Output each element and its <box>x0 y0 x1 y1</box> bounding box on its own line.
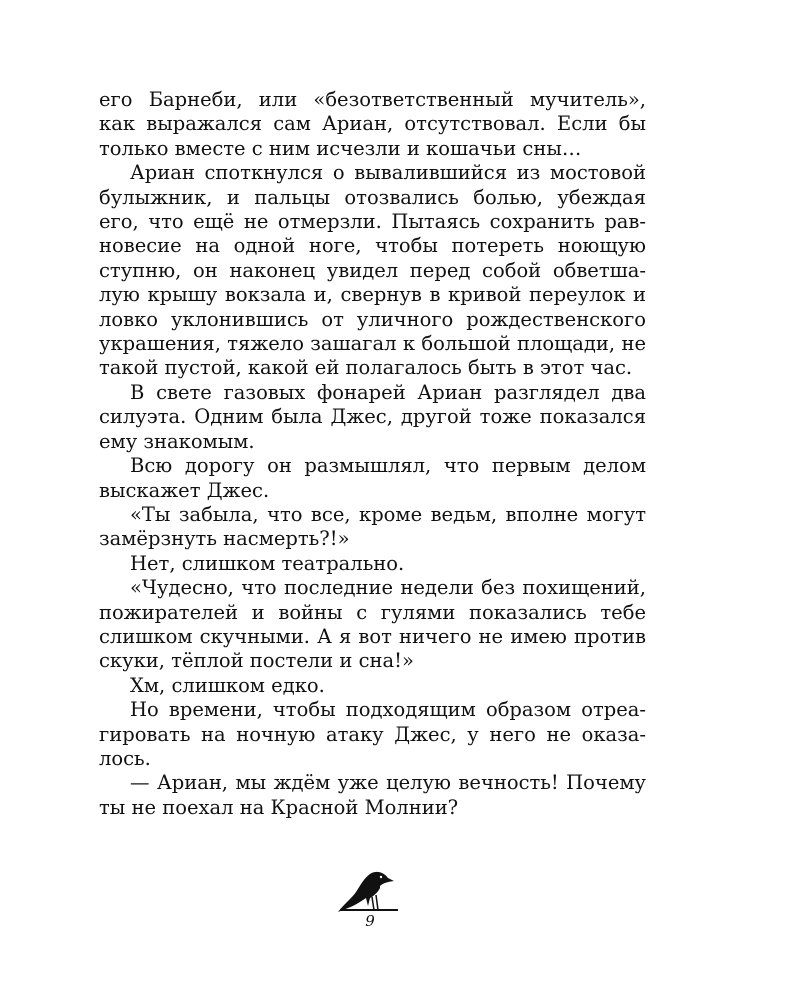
page-number: 9 <box>365 912 375 930</box>
book-page-text <box>99 88 646 820</box>
raven-on-branch-icon <box>334 866 402 916</box>
paragraph-4: Всю дорогу он размышлял, что первым делом выскажет Джес. <box>99 454 646 502</box>
paragraph-3: В свете газовых фонарей Ариан разглядел два силуэта. Одним была Джес, другой тоже показался ему знакомым. <box>99 380 646 453</box>
paragraph-2: Ариан споткнулся о вывалившийся из мостовой булыжник, и пальцы отозвались болью, убеждая его, что ещё не отмерзли. Пытаясь сохранить равновесие на одной ноге, чтобы потереть ноющую ступню, он наконец увидел перед собой обветшалую крышу вокзала и, свернув в кривой переулок и ловко уклонившись от уличного рождественского украшения, тяжело зашагал к большой площади, не такой пустой, какой ей полагалось быть в этот час. <box>99 161 646 380</box>
paragraph-1: его Барнеби, или «безответственный мучитель», как выражался сам Ариан, отсутствовал. Если бы только вместе с ним исчезли и кошачьи сны… <box>99 88 646 160</box>
paragraph-9: Но времени, чтобы подходящим образом отреагировать на ночную атаку Джес, у него не оказалось. <box>99 698 646 770</box>
paragraph-5: «Ты забыла, что все, кроме ведьм, вполне могут замёрзнуть насмерть?!» <box>99 502 646 551</box>
paragraph-10: — Ариан, мы ждём уже целую вечность! Почему ты не поехал на Красной Молнии? <box>99 771 646 819</box>
paragraph-6: Нет, слишком театрально. <box>130 551 405 575</box>
paragraph-7: «Чудесно, что последние недели без похищений, пожирателей и войны с гулями показались тебе слишком скучными. А я вот ничего не имею против скуки, тёплой постели и сна!» <box>99 576 646 673</box>
paragraph-8: Хм, слишком едко. <box>130 673 325 697</box>
